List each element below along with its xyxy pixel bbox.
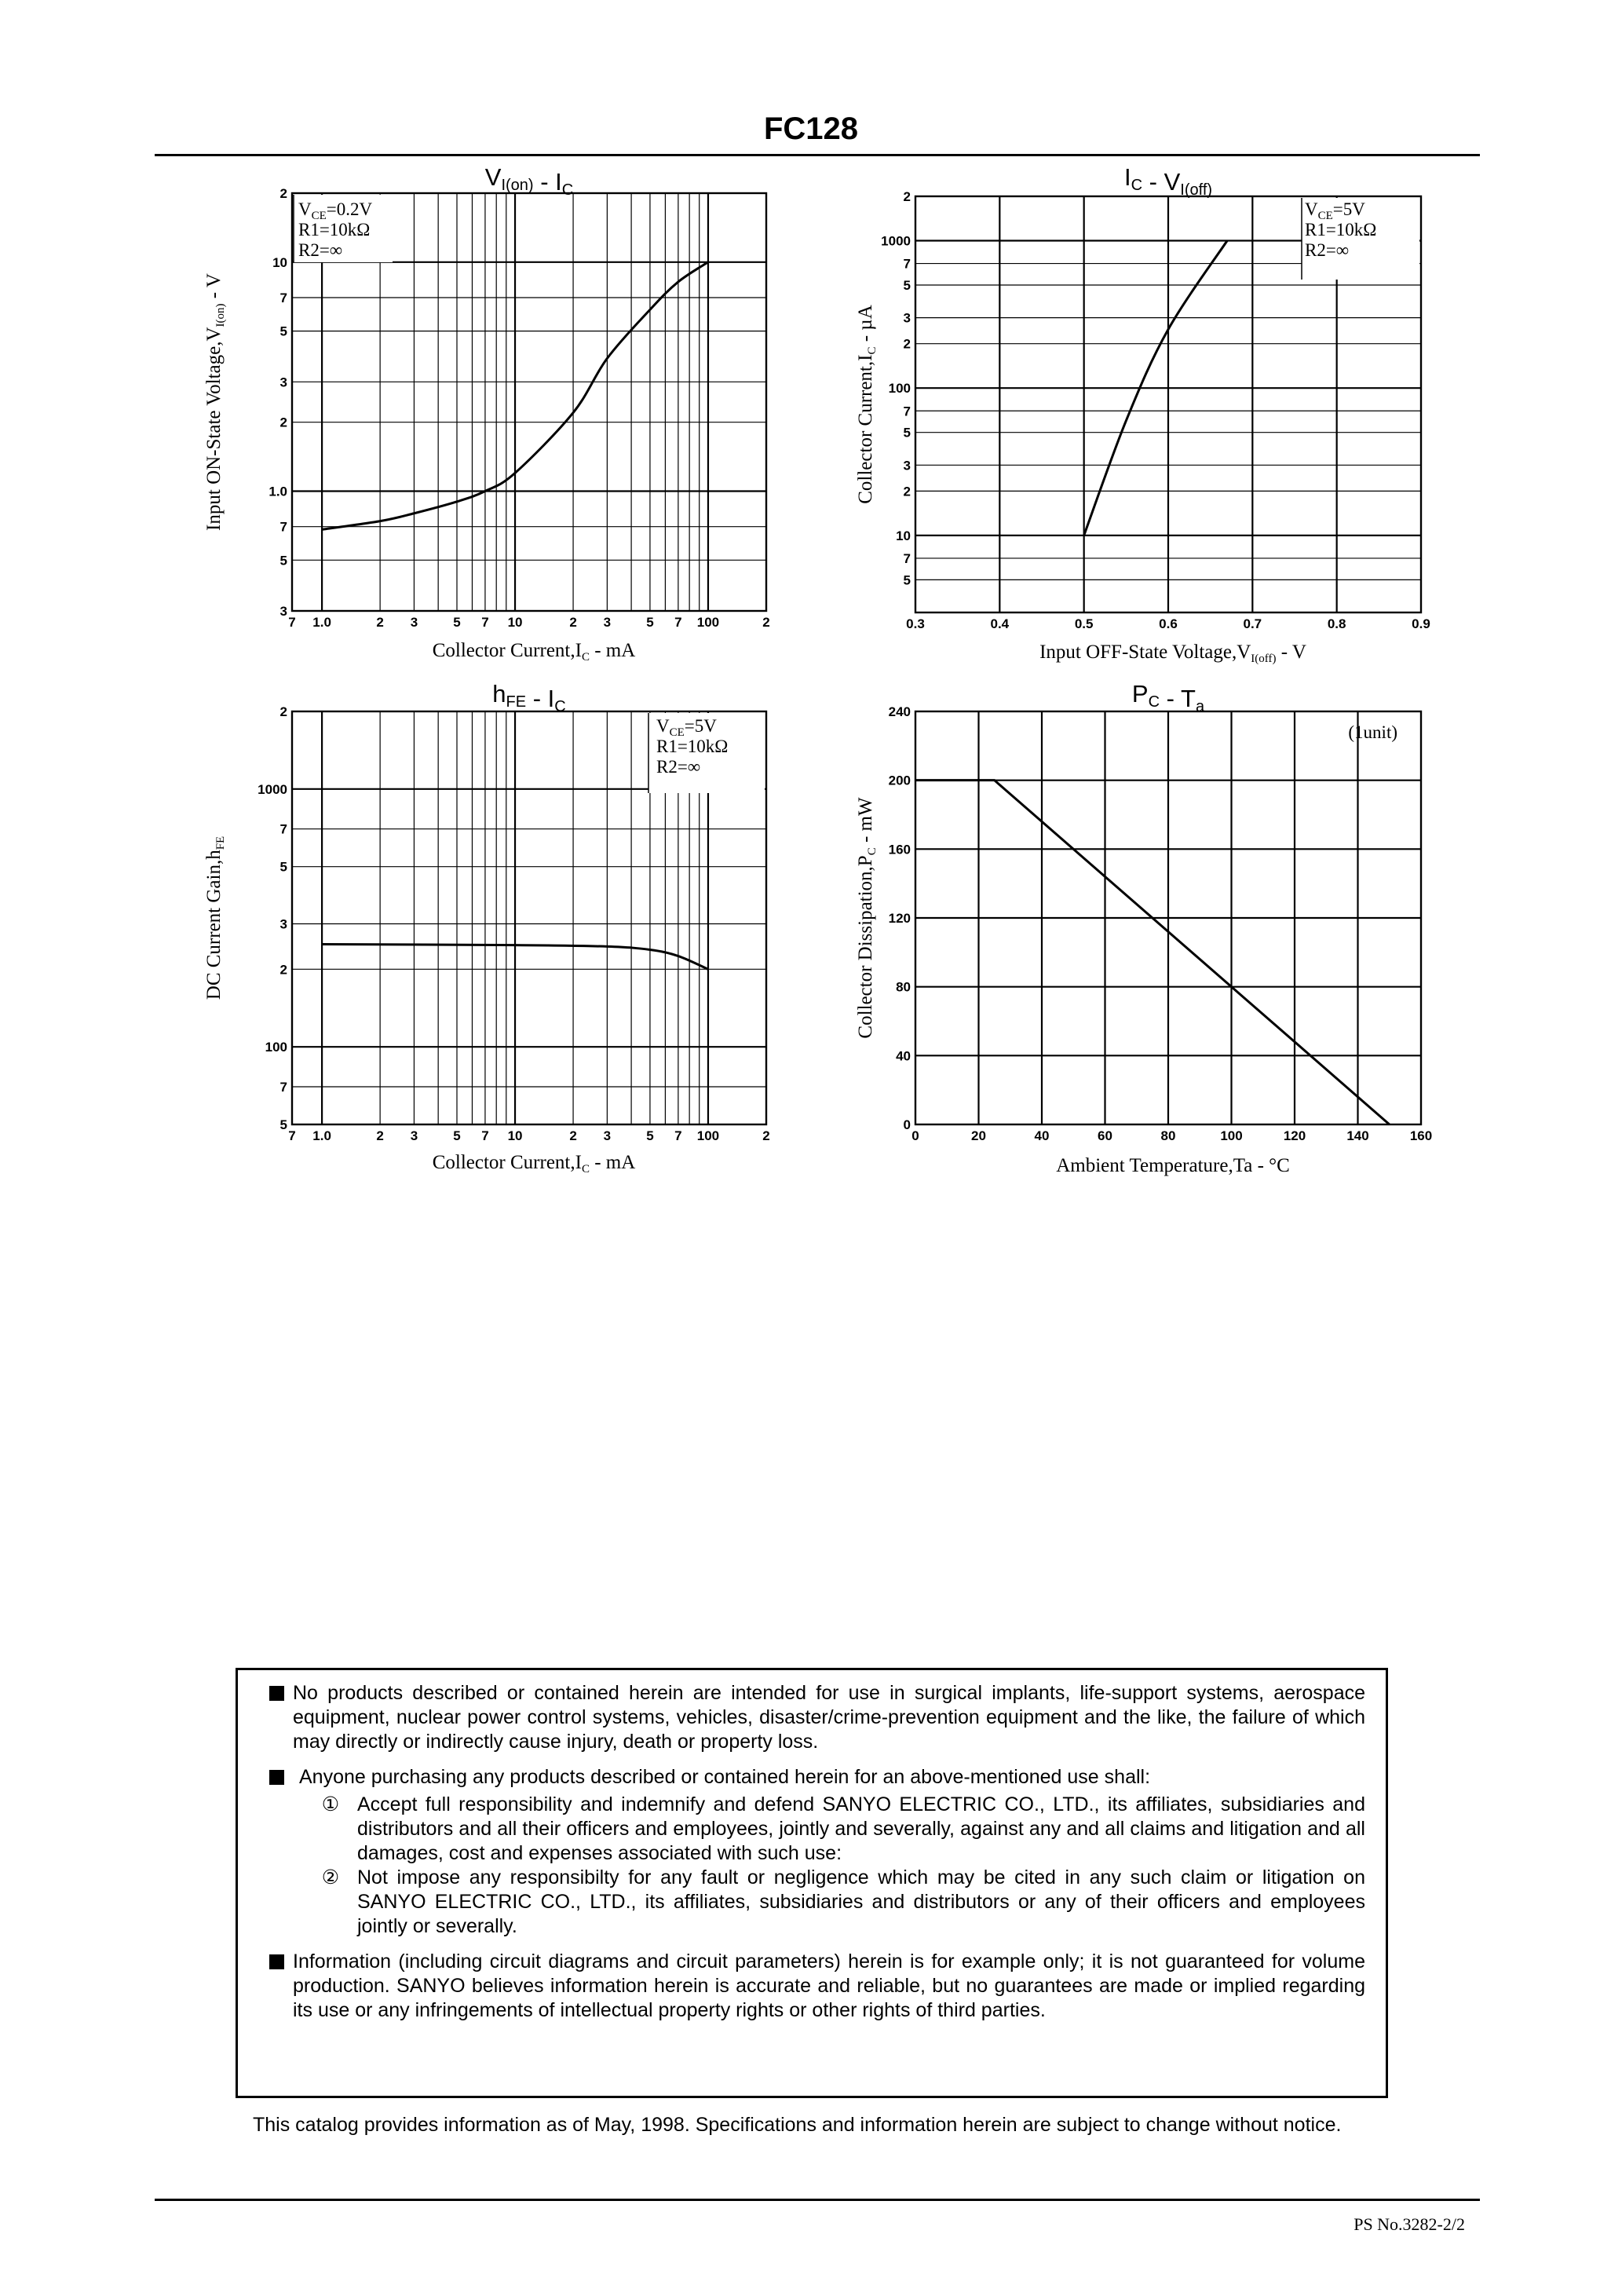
y-tick-label: 3 — [279, 916, 287, 932]
x-axis-label — [433, 640, 636, 664]
y-tick-label: 100 — [888, 381, 911, 397]
y-tick-label: 200 — [888, 773, 911, 788]
x-axis-label-text: Collector $Current,I_C$ - mA — [432, 640, 636, 664]
chart-vion-ic — [269, 186, 769, 630]
x-tick-label: 0.9 — [1412, 616, 1430, 631]
x-tick-label: 2 — [762, 1128, 770, 1143]
x-tick-label: 160 — [1409, 1128, 1433, 1143]
x-tick-label: 2 — [762, 615, 770, 630]
x-axis-label-text: Ambient Temperature,Ta - °C — [1056, 1155, 1290, 1176]
y-tick-label: 10 — [896, 528, 911, 543]
x-tick-label: 100 — [696, 1128, 720, 1143]
y-tick-label: 5 — [279, 1117, 287, 1132]
y-tick-label: 2 — [279, 186, 287, 201]
square-bullet-icon — [269, 1770, 284, 1785]
y-tick-label: 5 — [279, 859, 287, 875]
y-tick-label: 2 — [903, 336, 911, 352]
x-tick-label: 2 — [376, 1128, 384, 1143]
condition-label: R2=∞ — [298, 240, 343, 260]
chart-hfe-ic-title: hFE - IC — [492, 680, 566, 715]
y-tick-label: 7 — [903, 550, 911, 566]
x-tick-label: 7 — [288, 615, 296, 630]
y-tick-label: 2 — [903, 189, 911, 204]
x-tick-label: 0.5 — [1074, 616, 1094, 631]
x-tick-label: 0.8 — [1327, 616, 1346, 631]
x-tick-label: 0.3 — [906, 616, 925, 631]
condition-label: R2=∞ — [1305, 240, 1350, 260]
condition-label: R1=10kΩ — [298, 220, 371, 239]
x-tick-label: 2 — [569, 1128, 577, 1143]
document-number: PS No.3282-2/2 — [1353, 2214, 1465, 2234]
condition-label: $V_{CE}=5V$ — [656, 716, 717, 739]
y-tick-label: 1000 — [258, 781, 287, 797]
y-tick-label: 80 — [896, 979, 911, 995]
x-tick-label: 10 — [507, 1128, 523, 1143]
data-curve-pc-ta — [915, 781, 1390, 1124]
y-axis-label — [203, 273, 227, 531]
y-tick-label: 5 — [903, 425, 911, 441]
circled-two-icon: ② — [321, 1866, 340, 1888]
x-tick-label: 80 — [1160, 1128, 1176, 1143]
square-bullet-icon — [269, 1686, 284, 1701]
y-axis-label — [855, 797, 879, 1039]
y-tick-label: 2 — [279, 962, 287, 978]
notice-subitem-2 — [269, 1866, 1365, 1939]
x-tick-label: 2 — [376, 615, 384, 630]
y-tick-label: 2 — [279, 704, 287, 719]
y-axis-label — [203, 836, 227, 1000]
notice-paragraph-2 — [269, 1765, 1365, 1790]
x-tick-label: 5 — [646, 1128, 654, 1143]
footer-rule — [155, 2199, 1480, 2201]
x-tick-label: 0.7 — [1243, 616, 1262, 631]
x-tick-label: 3 — [410, 615, 418, 630]
y-tick-label: 3 — [903, 310, 911, 326]
x-tick-label: 0.4 — [990, 616, 1010, 631]
notice-text-3: Information (including circuit diagrams and circuit parameters) herein is for example only; it is not guaranteed for volume production. SANYO believes information herein is accurate and reliable, but no guarantees are made or implied regarding its use or any infringements of intellectual property rights or other rights of third parties. — [293, 1951, 1365, 2021]
x-tick-label: 100 — [1220, 1128, 1243, 1143]
condition-label: (1unit) — [1348, 722, 1397, 742]
y-tick-label: 40 — [896, 1048, 911, 1064]
x-tick-label: 140 — [1346, 1128, 1369, 1143]
x-tick-label: 7 — [481, 1128, 489, 1143]
x-tick-label: 7 — [481, 615, 489, 630]
square-bullet-icon — [269, 1954, 284, 1969]
y-tick-label: 10 — [272, 254, 287, 270]
x-tick-label: 10 — [507, 615, 523, 630]
circled-one-icon: ① — [321, 1793, 340, 1815]
chart-ic-vioff — [881, 189, 1430, 631]
condition-label: $V_{CE}=0.2V$ — [298, 199, 373, 222]
notice-subitem-1-text: Accept full responsibility and indemnify and defend SANYO ELECTRIC CO., LTD., its affiliates, subsidiaries and distributors and all their officers and employees, jointly and severally, against any and all claims and litigation and all damages, cost and expenses associated with such use: — [357, 1793, 1365, 1864]
y-axis-label — [855, 305, 879, 504]
x-tick-label: 1.0 — [312, 1128, 331, 1143]
x-tick-label: 7 — [674, 1128, 682, 1143]
y-tick-label: 2 — [279, 415, 287, 430]
notice-paragraph-1 — [269, 1681, 1365, 1754]
y-axis-label-text: Collector $Current,I_C$ - µA — [855, 305, 879, 504]
condition-label: R1=10kΩ — [1305, 220, 1377, 239]
y-tick-label: 120 — [888, 911, 911, 926]
y-tick-label: 1000 — [881, 233, 911, 249]
chart-ic-vioff-title: IC - VI(off) — [1123, 163, 1213, 199]
notice-text-2: Anyone purchasing any products described or contained herein for an above-mentioned use shall: — [299, 1766, 1151, 1788]
y-axis-label-text: Input ON-State $Voltage,V_{I(on)}$ - V — [203, 273, 227, 531]
chart-pc-ta-title: PC - Ta — [1131, 680, 1205, 715]
y-tick-label: 100 — [265, 1040, 287, 1055]
notice-box — [236, 1668, 1388, 2098]
y-tick-label: 3 — [903, 458, 911, 473]
y-tick-label: 7 — [903, 404, 911, 419]
x-tick-label: 20 — [971, 1128, 986, 1143]
x-tick-label: 40 — [1034, 1128, 1050, 1143]
y-tick-label: 7 — [279, 821, 287, 837]
y-tick-label: 240 — [888, 704, 911, 719]
x-tick-label: 5 — [453, 615, 461, 630]
condition-label: R1=10kΩ — [656, 737, 729, 756]
x-tick-label: 120 — [1283, 1128, 1306, 1143]
x-tick-label: 7 — [674, 615, 682, 630]
x-tick-label: 100 — [696, 615, 720, 630]
x-axis-label — [1039, 642, 1306, 665]
condition-label: R2=∞ — [656, 757, 701, 777]
y-tick-label: 3 — [279, 604, 287, 619]
y-tick-label: 1.0 — [269, 484, 287, 499]
condition-label: $V_{CE}=5V$ — [1305, 199, 1365, 222]
x-tick-label: 0 — [911, 1128, 919, 1143]
x-tick-label: 5 — [646, 615, 654, 630]
catalog-notice: This catalog provides information as of May, 1998. Specifications and information herein are subject to change without notice. — [253, 2114, 1342, 2136]
x-tick-label: 0.6 — [1159, 616, 1178, 631]
y-tick-label: 3 — [279, 375, 287, 390]
y-tick-label: 5 — [279, 324, 287, 339]
y-tick-label: 7 — [279, 519, 287, 535]
y-tick-label: 2 — [903, 484, 911, 499]
y-tick-label: 160 — [888, 842, 911, 857]
y-axis-label-text: Collector $Dissipation,P_C$ - mW — [855, 797, 879, 1039]
chart-hfe-ic — [258, 704, 770, 1143]
x-tick-label: 60 — [1098, 1128, 1112, 1143]
y-tick-label: 0 — [903, 1117, 911, 1132]
x-tick-label: 5 — [453, 1128, 461, 1143]
y-tick-label: 5 — [903, 277, 911, 293]
x-axis-label-text: Collector $Current,I_C$ - mA — [432, 1152, 636, 1175]
y-tick-label: 5 — [279, 553, 287, 569]
notice-subitem-2-text: Not impose any responsibilty for any fault or negligence which may be cited in any such claim or litigation on SANYO ELECTRIC CO., LTD., its affiliates, subsidiaries and distributors or any of their officers and employees jointly or severally. — [357, 1866, 1365, 1937]
x-tick-label: 3 — [410, 1128, 418, 1143]
y-tick-label: 7 — [279, 290, 287, 305]
chart-vion-ic-title: VI(on) - IC — [484, 163, 574, 199]
y-tick-label: 7 — [279, 1080, 287, 1095]
x-axis-label — [433, 1152, 636, 1175]
notice-text-1: No products described or contained herein are intended for use in surgical implants, life-support systems, aerospace equipment, nuclear power control systems, vehicles, disaster/crime-prevention equipment and the like, the failure of which may directly or indirectly cause injury, death or property loss. — [293, 1682, 1365, 1753]
y-tick-label: 7 — [903, 256, 911, 272]
notice-subitem-1 — [269, 1793, 1365, 1866]
chart-pc-ta — [889, 704, 1433, 1143]
x-axis-label — [1056, 1155, 1290, 1176]
page-title: FC128 — [763, 112, 859, 146]
x-tick-label: 3 — [603, 615, 612, 630]
x-tick-label: 2 — [569, 615, 577, 630]
x-tick-label: 3 — [603, 1128, 612, 1143]
notice-paragraph-3 — [269, 1950, 1365, 2023]
y-tick-label: 5 — [903, 572, 911, 588]
x-tick-label: 7 — [288, 1128, 296, 1143]
x-tick-label: 1.0 — [312, 615, 331, 630]
x-axis-label-text: Input OFF-State $Voltage,V_{I(off)}$ - V — [1039, 642, 1306, 665]
y-axis-label-text: DC Current $Gain,h_{FE}$ — [203, 835, 227, 1000]
